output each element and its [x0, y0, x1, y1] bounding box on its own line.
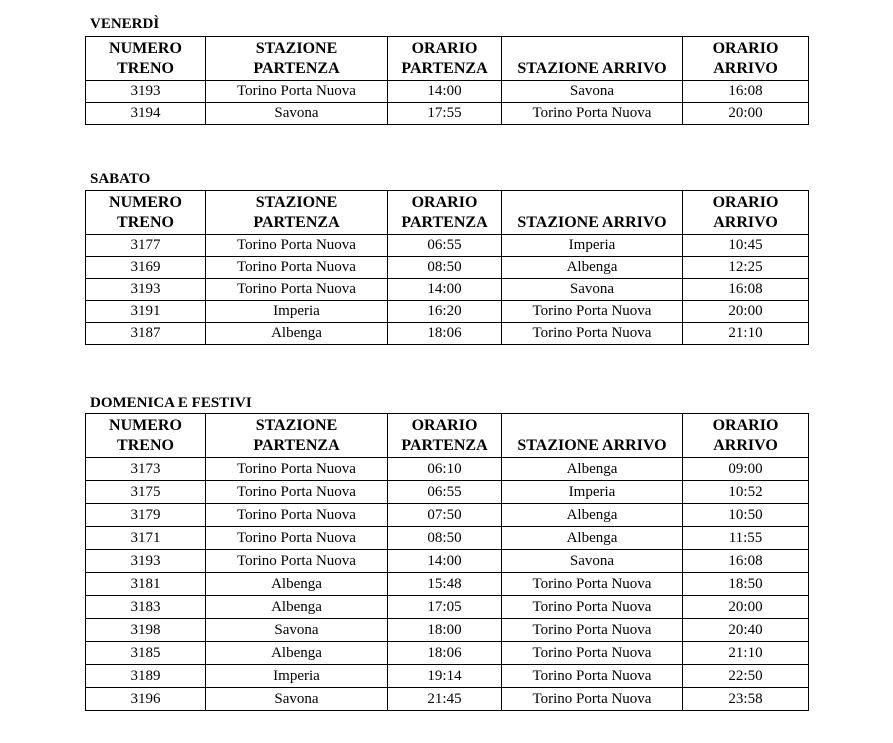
departure-station-cell: Savona — [206, 103, 388, 125]
header-departure-station: STAZIONE PARTENZA — [206, 414, 388, 458]
train-number-cell: 3171 — [86, 527, 206, 550]
departure-station-cell: Savona — [206, 619, 388, 642]
table-row — [86, 688, 809, 711]
header-row — [86, 191, 809, 235]
header-departure-time: ORARIO PARTENZA — [388, 414, 502, 458]
train-number-cell: 3191 — [86, 301, 206, 323]
train-number-cell: 3193 — [86, 279, 206, 301]
arrival-station-cell: Savona — [502, 81, 683, 103]
table-row — [86, 235, 809, 257]
header-arrival-station: STAZIONE ARRIVO — [502, 37, 683, 81]
departure-time-cell: 19:14 — [388, 665, 502, 688]
departure-station-cell: Albenga — [206, 642, 388, 665]
header-row — [86, 414, 809, 458]
departure-station-cell: Imperia — [206, 665, 388, 688]
arrival-station-cell: Torino Porta Nuova — [502, 573, 683, 596]
table-row — [86, 458, 809, 481]
header-arrival-time: ORARIO ARRIVO — [683, 191, 809, 235]
departure-time-cell: 18:06 — [388, 323, 502, 345]
timetable-venerdi — [85, 36, 809, 125]
arrival-time-cell: 21:10 — [683, 323, 809, 345]
arrival-station-cell: Imperia — [502, 235, 683, 257]
train-number-cell: 3194 — [86, 103, 206, 125]
departure-time-cell: 08:50 — [388, 257, 502, 279]
train-number-cell: 3193 — [86, 81, 206, 103]
header-train-number: NUMERO TRENO — [86, 414, 206, 458]
departure-station-cell: Torino Porta Nuova — [206, 257, 388, 279]
header-arrival-time: ORARIO ARRIVO — [683, 37, 809, 81]
arrival-time-cell: 22:50 — [683, 665, 809, 688]
arrival-time-cell: 11:55 — [683, 527, 809, 550]
arrival-time-cell: 10:50 — [683, 504, 809, 527]
table-row — [86, 103, 809, 125]
table-row — [86, 550, 809, 573]
departure-station-cell: Torino Porta Nuova — [206, 550, 388, 573]
departure-station-cell: Albenga — [206, 573, 388, 596]
header-arrival-station: STAZIONE ARRIVO — [502, 414, 683, 458]
train-number-cell: 3196 — [86, 688, 206, 711]
timetable-sabato — [85, 190, 809, 345]
departure-time-cell: 08:50 — [388, 527, 502, 550]
departure-time-cell: 14:00 — [388, 550, 502, 573]
arrival-time-cell: 20:00 — [683, 596, 809, 619]
arrival-time-cell: 16:08 — [683, 279, 809, 301]
departure-time-cell: 07:50 — [388, 504, 502, 527]
train-number-cell: 3193 — [86, 550, 206, 573]
arrival-station-cell: Torino Porta Nuova — [502, 665, 683, 688]
arrival-time-cell: 10:52 — [683, 481, 809, 504]
arrival-station-cell: Torino Porta Nuova — [502, 323, 683, 345]
arrival-time-cell: 20:00 — [683, 301, 809, 323]
train-number-cell: 3177 — [86, 235, 206, 257]
arrival-station-cell: Albenga — [502, 257, 683, 279]
train-number-cell: 3183 — [86, 596, 206, 619]
arrival-time-cell: 20:40 — [683, 619, 809, 642]
departure-time-cell: 15:48 — [388, 573, 502, 596]
departure-time-cell: 17:55 — [388, 103, 502, 125]
train-number-cell: 3198 — [86, 619, 206, 642]
table-row — [86, 81, 809, 103]
section-title-venerdi: VENERDÌ — [90, 16, 160, 32]
table-row — [86, 301, 809, 323]
arrival-station-cell: Albenga — [502, 504, 683, 527]
header-departure-station: STAZIONE PARTENZA — [206, 191, 388, 235]
arrival-station-cell: Torino Porta Nuova — [502, 642, 683, 665]
departure-station-cell: Torino Porta Nuova — [206, 458, 388, 481]
departure-station-cell: Savona — [206, 688, 388, 711]
header-arrival-station: STAZIONE ARRIVO — [502, 191, 683, 235]
train-number-cell: 3185 — [86, 642, 206, 665]
departure-station-cell: Torino Porta Nuova — [206, 235, 388, 257]
arrival-time-cell: 16:08 — [683, 81, 809, 103]
arrival-station-cell: Torino Porta Nuova — [502, 596, 683, 619]
table-row — [86, 481, 809, 504]
table-row — [86, 619, 809, 642]
train-number-cell: 3181 — [86, 573, 206, 596]
header-train-number: NUMERO TRENO — [86, 37, 206, 81]
arrival-station-cell: Savona — [502, 279, 683, 301]
departure-station-cell: Torino Porta Nuova — [206, 81, 388, 103]
table-row — [86, 257, 809, 279]
departure-time-cell: 06:55 — [388, 481, 502, 504]
table-row — [86, 279, 809, 301]
arrival-station-cell: Savona — [502, 550, 683, 573]
arrival-station-cell: Torino Porta Nuova — [502, 103, 683, 125]
table-row — [86, 665, 809, 688]
header-row — [86, 37, 809, 81]
arrival-time-cell: 10:45 — [683, 235, 809, 257]
section-title-sabato: SABATO — [90, 171, 151, 187]
departure-time-cell: 06:55 — [388, 235, 502, 257]
header-train-number: NUMERO TRENO — [86, 191, 206, 235]
departure-station-cell: Albenga — [206, 323, 388, 345]
arrival-time-cell: 09:00 — [683, 458, 809, 481]
departure-time-cell: 21:45 — [388, 688, 502, 711]
header-departure-station: STAZIONE PARTENZA — [206, 37, 388, 81]
departure-station-cell: Imperia — [206, 301, 388, 323]
header-departure-time: ORARIO PARTENZA — [388, 37, 502, 81]
departure-station-cell: Torino Porta Nuova — [206, 504, 388, 527]
header-arrival-time: ORARIO ARRIVO — [683, 414, 809, 458]
table-row — [86, 642, 809, 665]
table-row — [86, 596, 809, 619]
train-number-cell: 3169 — [86, 257, 206, 279]
arrival-station-cell: Imperia — [502, 481, 683, 504]
departure-station-cell: Albenga — [206, 596, 388, 619]
arrival-station-cell: Albenga — [502, 527, 683, 550]
arrival-time-cell: 23:58 — [683, 688, 809, 711]
arrival-station-cell: Torino Porta Nuova — [502, 688, 683, 711]
departure-time-cell: 06:10 — [388, 458, 502, 481]
train-number-cell: 3173 — [86, 458, 206, 481]
arrival-time-cell: 16:08 — [683, 550, 809, 573]
train-number-cell: 3187 — [86, 323, 206, 345]
departure-station-cell: Torino Porta Nuova — [206, 481, 388, 504]
arrival-station-cell: Albenga — [502, 458, 683, 481]
departure-time-cell: 14:00 — [388, 81, 502, 103]
train-number-cell: 3189 — [86, 665, 206, 688]
departure-station-cell: Torino Porta Nuova — [206, 527, 388, 550]
arrival-station-cell: Torino Porta Nuova — [502, 619, 683, 642]
arrival-time-cell: 12:25 — [683, 257, 809, 279]
departure-time-cell: 16:20 — [388, 301, 502, 323]
timetable-domenica-festivi — [85, 413, 809, 711]
header-departure-time: ORARIO PARTENZA — [388, 191, 502, 235]
table-row — [86, 573, 809, 596]
arrival-time-cell: 18:50 — [683, 573, 809, 596]
departure-time-cell: 14:00 — [388, 279, 502, 301]
table-row — [86, 323, 809, 345]
section-title-domenica-festivi: DOMENICA E FESTIVI — [90, 395, 252, 411]
departure-station-cell: Torino Porta Nuova — [206, 279, 388, 301]
table-row — [86, 527, 809, 550]
arrival-station-cell: Torino Porta Nuova — [502, 301, 683, 323]
table-row — [86, 504, 809, 527]
departure-time-cell: 18:06 — [388, 642, 502, 665]
departure-time-cell: 17:05 — [388, 596, 502, 619]
arrival-time-cell: 20:00 — [683, 103, 809, 125]
train-number-cell: 3175 — [86, 481, 206, 504]
train-number-cell: 3179 — [86, 504, 206, 527]
arrival-time-cell: 21:10 — [683, 642, 809, 665]
departure-time-cell: 18:00 — [388, 619, 502, 642]
